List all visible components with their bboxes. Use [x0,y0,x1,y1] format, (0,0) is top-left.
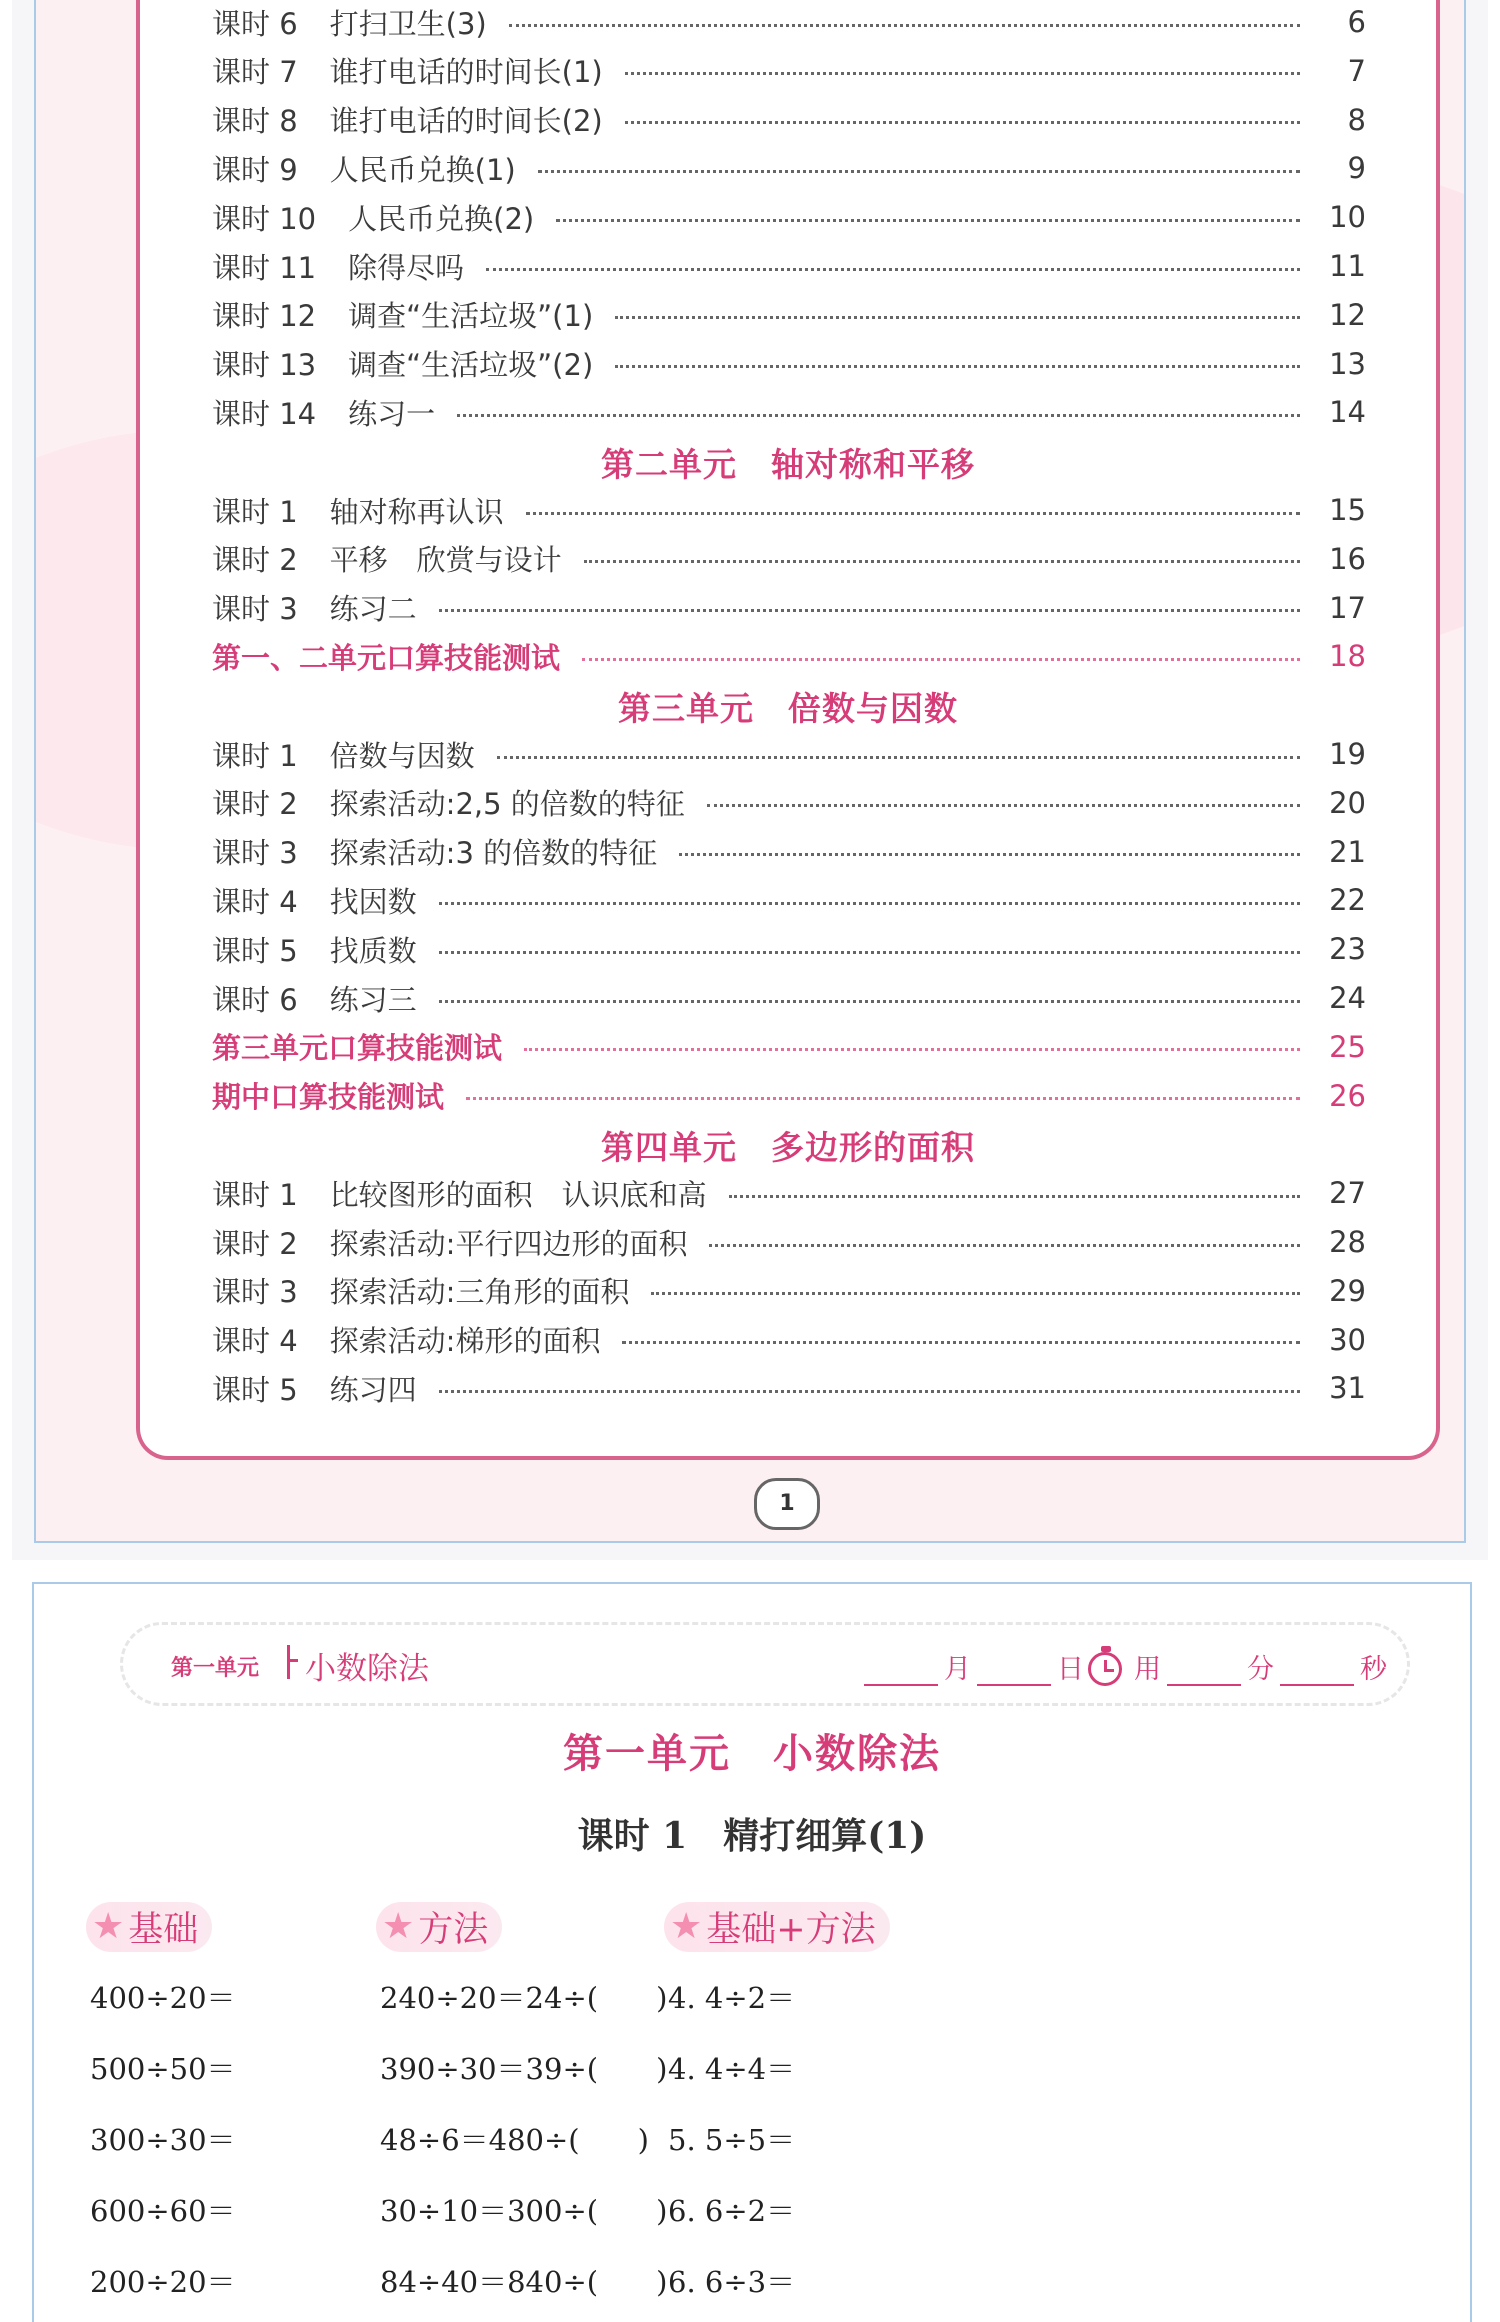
stopwatch-icon [1088,1652,1122,1686]
dot-leader [651,1292,1300,1295]
dot-leader [707,804,1300,807]
toc-lesson-entry[interactable] [212,246,1366,286]
unit-heading: 第三单元 倍数与因数 [618,689,958,729]
dot-leader [538,170,1300,173]
page-number: 10 [1329,200,1366,235]
time-record [858,1647,1387,1686]
page-number: 25 [1329,1029,1366,1064]
toc-test-entry[interactable] [212,1027,1366,1067]
toc-lesson-entry[interactable] [212,978,1366,1018]
unit-heading: 第二单元 轴对称和平移 [601,445,975,485]
lesson-number: 课时 1 [212,1177,298,1212]
toc-test-entry[interactable] [212,1076,1366,1116]
entry-title: 打扫卫生(3) [329,6,487,41]
toc-lesson-entry[interactable] [212,588,1366,628]
page-number-badge: 1 [754,1478,820,1530]
contents-page [12,0,1488,1560]
equation[interactable]: 400÷20＝ [90,1981,236,2015]
section-tag [86,1902,212,1952]
entry-title: 练习二 [329,592,417,627]
entry-title: 找质数 [329,933,417,968]
toc-test-entry[interactable] [212,636,1366,676]
contents-frame [136,0,1440,1460]
lesson-number: 课时 4 [212,1324,298,1359]
page-number: 30 [1329,1322,1366,1357]
toc-lesson-entry[interactable] [212,295,1366,335]
dot-leader [582,658,1300,661]
lesson-number: 课时 4 [212,884,298,919]
section-label: 基础+方法 [706,1910,876,1950]
lesson-number: 课时 1 [212,738,298,773]
page-number: 27 [1329,1176,1366,1211]
toc-lesson-entry[interactable] [212,490,1366,530]
toc-lesson-entry[interactable] [212,1222,1366,1262]
lesson-number: 课时 5 [212,1372,298,1407]
contents-paper [34,0,1466,1543]
equation[interactable]: 48÷6＝480÷( ) [380,2123,649,2157]
page-number: 18 [1329,639,1366,674]
page-number: 6 [1347,5,1366,39]
section-label: 基础 [128,1910,199,1950]
dot-leader [457,414,1300,417]
entry-title: 调查“生活垃圾”(2) [348,348,594,383]
toc-lesson-entry[interactable] [212,832,1366,872]
toc-lesson-entry[interactable] [212,51,1366,91]
toc-lesson-entry[interactable] [212,197,1366,237]
toc-lesson-entry[interactable] [212,929,1366,969]
entry-title: 调查“生活垃圾”(1) [348,299,594,334]
equation[interactable]: 200÷20＝ [90,2265,236,2299]
star-icon: ★ [382,1906,415,1947]
lesson-number: 课时 2 [212,787,298,822]
dot-leader [584,560,1300,563]
equation[interactable]: 390÷30＝39÷( ) [380,2052,668,2086]
entry-title: 轴对称再认识 [329,494,504,529]
equation[interactable]: 6. 6÷3＝ [668,2265,796,2299]
page-number: 16 [1329,541,1366,576]
page-number: 20 [1329,785,1366,820]
equation[interactable]: 6. 6÷2＝ [668,2194,796,2228]
minute-blank[interactable] [1167,1656,1241,1686]
star-icon: ★ [92,1906,125,1947]
dot-leader [625,121,1300,124]
dot-leader [439,1000,1300,1003]
entry-title: 找因数 [329,884,417,919]
lesson-number: 课时 12 [212,299,317,334]
page-number: 17 [1329,590,1366,625]
entry-title: 第一、二单元口算技能测试 [212,640,561,675]
dot-leader [729,1195,1300,1198]
toc-lesson-entry[interactable] [212,1271,1366,1311]
lesson-number: 课时 8 [212,104,298,139]
dot-leader [709,1244,1300,1247]
entry-title: 谁打电话的时间长(1) [329,55,603,90]
page-number: 29 [1329,1273,1366,1308]
second-blank[interactable] [1280,1656,1354,1686]
lesson-title: 课时 1 精打细算(1) [577,1815,927,1857]
entry-title: 第三单元口算技能测试 [212,1031,503,1066]
header-unit-label: 第一单元 [171,1656,260,1681]
month-label: 月 [944,1654,971,1685]
day-label: 日 [1057,1654,1084,1685]
dot-leader [615,316,1300,319]
toc-lesson-entry[interactable] [212,392,1366,432]
page-number: 23 [1329,932,1366,967]
toc-lesson-entry[interactable] [212,783,1366,823]
entry-title: 除得尽吗 [348,250,465,285]
lesson-number: 课时 13 [212,348,317,383]
lesson-number: 课时 1 [212,494,298,529]
page-number: 15 [1329,493,1366,527]
entry-title: 练习三 [329,982,417,1017]
toc-lesson-entry[interactable] [212,1173,1366,1213]
lesson-number: 课时 7 [212,55,298,90]
page-number: 19 [1329,737,1366,771]
entry-title: 练习四 [329,1372,417,1407]
minute-label: 分 [1247,1654,1274,1685]
entry-title: 人民币兑换(2) [348,201,535,236]
dot-leader [524,1048,1300,1051]
worksheet-page [32,1582,1472,2322]
page-number: 13 [1329,346,1366,381]
dot-leader [679,853,1300,856]
page-number: 11 [1329,249,1366,283]
entry-title: 探索活动:平行四边形的面积 [329,1226,688,1261]
header-divider [287,1645,290,1679]
page-number: 28 [1329,1225,1366,1259]
month-blank[interactable] [864,1656,938,1686]
worksheet-header [120,1622,1410,1706]
dot-leader [509,24,1300,27]
equation[interactable]: 84÷40＝840÷( ) [380,2265,668,2299]
star-icon: ★ [670,1906,703,1947]
entry-title: 探索活动:3 的倍数的特征 [329,836,658,871]
dot-leader [622,1341,1300,1344]
dot-leader [439,902,1300,905]
page-number: 9 [1347,151,1366,186]
entry-title: 练习一 [348,396,436,431]
unit-heading: 第四单元 多边形的面积 [601,1128,975,1168]
lesson-number: 课时 11 [212,250,317,285]
toc-lesson-entry[interactable] [212,1320,1366,1360]
dot-leader [625,72,1300,75]
toc-lesson-entry[interactable] [212,2,1366,42]
page-number: 21 [1329,834,1366,869]
dot-leader [497,756,1300,759]
toc-lesson-entry[interactable] [212,539,1366,579]
entry-title: 比较图形的面积 认识底和高 [329,1177,707,1212]
entry-title: 人民币兑换(1) [329,152,516,187]
header-unit-name: 小数除法 [305,1651,429,1687]
dot-leader [439,609,1300,612]
lesson-number: 课时 3 [212,592,298,627]
equation[interactable]: 240÷20＝24÷( ) [380,1981,668,2015]
page-number: 24 [1329,981,1366,1015]
dot-leader [556,219,1300,222]
unit-title: 第一单元 小数除法 [563,1731,941,1777]
page-number: 14 [1329,395,1366,430]
toc-lesson-entry[interactable] [212,1368,1366,1408]
lesson-number: 课时 6 [212,982,298,1017]
section-tag [376,1902,502,1952]
toc-lesson-entry[interactable] [212,880,1366,920]
dot-leader [466,1097,1300,1100]
page-number: 7 [1347,53,1366,88]
dot-leader [615,365,1300,368]
page-number: 26 [1329,1078,1366,1113]
lesson-number: 课时 3 [212,1275,298,1310]
equation[interactable]: 4. 4÷4＝ [668,2052,796,2086]
toc-lesson-entry[interactable] [212,734,1366,774]
equation[interactable]: 300÷30＝ [90,2123,236,2157]
toc-lesson-entry[interactable] [212,148,1366,188]
dot-leader [439,951,1300,954]
used-label: 用 [1134,1654,1161,1685]
page-number: 22 [1329,883,1366,918]
header-divider [288,1659,298,1662]
toc-lesson-entry[interactable] [212,344,1366,384]
entry-title: 平移 欣赏与设计 [329,543,562,578]
entry-title: 探索活动:三角形的面积 [329,1275,630,1310]
page-number: 8 [1347,102,1366,137]
lesson-number: 课时 9 [212,152,298,187]
lesson-number: 课时 2 [212,543,298,578]
section-tag [664,1902,890,1952]
dot-leader [439,1390,1300,1393]
dot-leader [486,268,1300,271]
day-blank[interactable] [977,1656,1051,1686]
lesson-number: 课时 3 [212,836,298,871]
lesson-number: 课时 10 [212,201,317,236]
second-label: 秒 [1360,1654,1387,1685]
lesson-number: 课时 5 [212,933,298,968]
entry-title: 期中口算技能测试 [212,1080,445,1115]
entry-title: 探索活动:2,5 的倍数的特征 [329,787,685,822]
entry-title: 谁打电话的时间长(2) [329,104,603,139]
dot-leader [526,512,1300,515]
lesson-number: 课时 6 [212,6,298,41]
entry-title: 探索活动:梯形的面积 [329,1324,601,1359]
entry-title: 倍数与因数 [329,738,475,773]
page-number: 31 [1329,1371,1366,1406]
equation[interactable]: 600÷60＝ [90,2194,236,2228]
page-number: 12 [1329,297,1366,332]
lesson-number: 课时 14 [212,396,317,431]
lesson-number: 课时 2 [212,1226,298,1261]
equation[interactable]: 4. 4÷2＝ [668,1981,796,2015]
equation[interactable]: 5. 5÷5＝ [668,2123,796,2157]
toc-lesson-entry[interactable] [212,100,1366,140]
equation[interactable]: 500÷50＝ [90,2052,236,2086]
section-label: 方法 [418,1910,489,1950]
equation[interactable]: 30÷10＝300÷( ) [380,2194,668,2228]
